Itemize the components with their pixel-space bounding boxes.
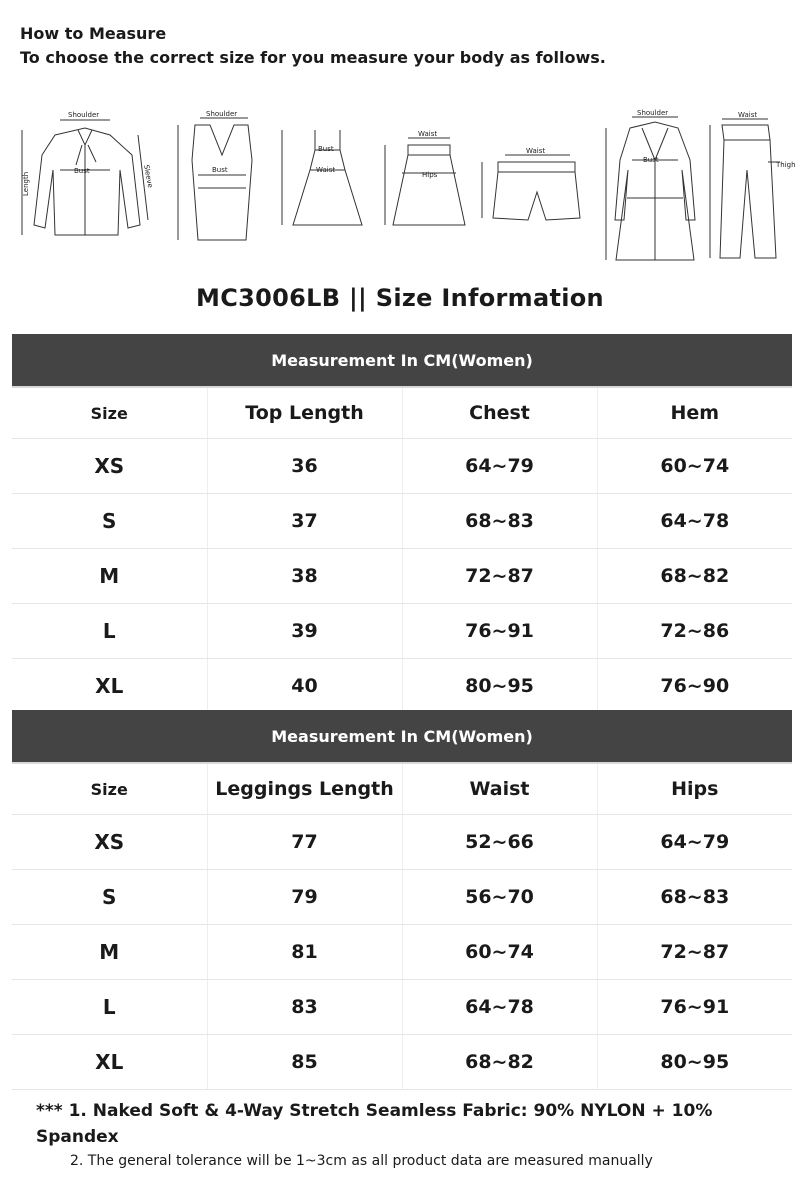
value-cell: 68~82 <box>597 549 792 604</box>
value-cell: 38 <box>207 549 402 604</box>
header-hem: Hem <box>597 387 792 439</box>
size-cell: S <box>12 870 207 925</box>
value-cell: 77 <box>207 815 402 870</box>
how-to-measure-heading: How to Measure <box>20 24 167 43</box>
svg-text:Shoulder: Shoulder <box>206 110 238 118</box>
value-cell: 80~95 <box>402 659 597 714</box>
table-row <box>12 1035 792 1090</box>
header-chest: Chest <box>402 387 597 439</box>
leggings-size-table <box>12 710 792 1090</box>
svg-text:Waist: Waist <box>316 166 336 174</box>
tolerance-note: 2. The general tolerance will be 1~3cm as all product data are measured manually <box>70 1153 653 1169</box>
value-cell: 39 <box>207 604 402 659</box>
value-cell: 64~79 <box>597 815 792 870</box>
table-row <box>12 815 792 870</box>
diagram-label-sleeve: Sleeve <box>142 164 155 189</box>
value-cell: 64~78 <box>402 980 597 1035</box>
size-cell: XS <box>12 439 207 494</box>
diagram-label-thigh: Thigh <box>776 161 795 169</box>
svg-text:Shoulder: Shoulder <box>637 109 669 117</box>
pants-diagram-icon <box>710 119 780 258</box>
value-cell: 36 <box>207 439 402 494</box>
how-to-measure-subheading: To choose the correct size for you measure your body as follows. <box>20 48 606 67</box>
value-cell: 79 <box>207 870 402 925</box>
table-row <box>12 494 792 549</box>
table-row <box>12 659 792 714</box>
value-cell: 76~91 <box>597 980 792 1035</box>
size-cell: M <box>12 549 207 604</box>
header-hips: Hips <box>597 763 792 815</box>
size-cell: S <box>12 494 207 549</box>
skirt-diagram-icon <box>385 138 465 225</box>
value-cell: 85 <box>207 1035 402 1090</box>
table-row <box>12 980 792 1035</box>
svg-text:Bust: Bust <box>318 145 334 153</box>
notes-section <box>36 1098 800 1172</box>
size-cell: M <box>12 925 207 980</box>
value-cell: 60~74 <box>402 925 597 980</box>
value-cell: 80~95 <box>597 1035 792 1090</box>
value-cell: 64~79 <box>402 439 597 494</box>
diagram-label-length: Length <box>22 171 30 196</box>
tops-size-table <box>12 334 792 714</box>
tank-top-diagram-icon <box>178 118 252 240</box>
table-row <box>12 439 792 494</box>
value-cell: 40 <box>207 659 402 714</box>
header-top-length: Top Length <box>207 387 402 439</box>
fabric-note: *** 1. Naked Soft & 4-Way Stretch Seamless Fabric: 90% NYLON + 10% Spandex <box>36 1101 713 1147</box>
leggings-table-band: Measurement In CM(Women) <box>12 710 792 763</box>
value-cell: 81 <box>207 925 402 980</box>
size-cell: XL <box>12 659 207 714</box>
table-row <box>12 604 792 659</box>
diagram-label-bust: Bust <box>74 167 90 175</box>
value-cell: 52~66 <box>402 815 597 870</box>
value-cell: 64~78 <box>597 494 792 549</box>
diagram-label-shoulder: Shoulder <box>68 111 100 119</box>
svg-text:Bust: Bust <box>212 166 228 174</box>
value-cell: 72~86 <box>597 604 792 659</box>
size-cell: L <box>12 980 207 1035</box>
value-cell: 72~87 <box>597 925 792 980</box>
table-row <box>12 870 792 925</box>
value-cell: 72~87 <box>402 549 597 604</box>
header-size: Size <box>12 387 207 439</box>
how-to-measure-section <box>20 22 606 70</box>
tops-table-band: Measurement In CM(Women) <box>12 334 792 387</box>
svg-text:Waist: Waist <box>738 111 758 119</box>
size-cell: L <box>12 604 207 659</box>
value-cell: 68~82 <box>402 1035 597 1090</box>
size-cell: XS <box>12 815 207 870</box>
header-size: Size <box>12 763 207 815</box>
page-title: MC3006LB || Size Information <box>196 284 604 312</box>
value-cell: 68~83 <box>597 870 792 925</box>
value-cell: 76~90 <box>597 659 792 714</box>
header-waist: Waist <box>402 763 597 815</box>
value-cell: 68~83 <box>402 494 597 549</box>
diagram-label-hips: Hips <box>422 171 438 179</box>
header-leggings-length: Leggings Length <box>207 763 402 815</box>
leggings-table-header-row <box>12 763 792 815</box>
coat-diagram-icon <box>606 117 695 260</box>
svg-text:Bust: Bust <box>643 156 659 164</box>
size-cell: XL <box>12 1035 207 1090</box>
shorts-diagram-icon <box>482 155 580 220</box>
value-cell: 76~91 <box>402 604 597 659</box>
blouse-diagram-icon <box>22 120 148 235</box>
measurement-diagrams <box>10 100 795 275</box>
svg-text:Waist: Waist <box>418 130 438 138</box>
tops-table-header-row <box>12 387 792 439</box>
value-cell: 56~70 <box>402 870 597 925</box>
table-row <box>12 925 792 980</box>
value-cell: 60~74 <box>597 439 792 494</box>
value-cell: 83 <box>207 980 402 1035</box>
table-row <box>12 549 792 604</box>
svg-text:Waist: Waist <box>526 147 546 155</box>
value-cell: 37 <box>207 494 402 549</box>
